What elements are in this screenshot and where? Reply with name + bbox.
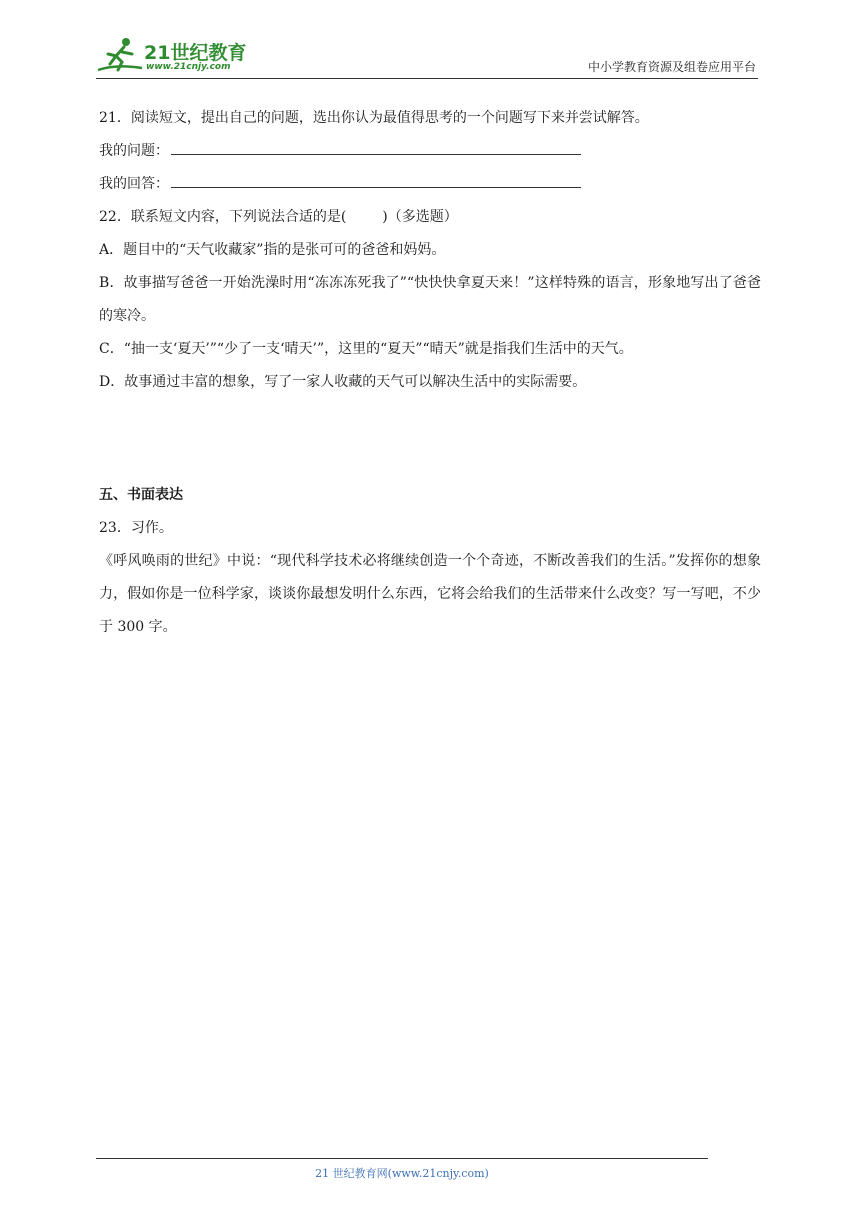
logo-text: 21世纪教育 — [144, 42, 247, 64]
site-logo — [96, 34, 266, 76]
footer-divider — [96, 1158, 708, 1159]
question-21-stem: 21．阅读短文，提出自己的问题，选出你认为最值得思考的一个问题写下来并尝试解答。 — [99, 110, 649, 126]
question-23-body: 《呼风唤雨的世纪》中说：“现代科学技术必将继续创造一个个奇迹，不断改善我们的生活。”发挥你的想象力，假如你是一位科学家，谈谈你最想发明什么东西，它将会给我们的生活带来什么改变？写一写吧，不少于 300 字。 — [99, 553, 761, 635]
my-question-blank[interactable] — [171, 140, 581, 155]
my-answer-row — [99, 168, 761, 201]
section-5-title: 五、书面表达 — [99, 487, 183, 503]
platform-label: 中小学教育资源及组卷应用平台 — [587, 60, 756, 74]
document-body — [99, 102, 761, 644]
option-c: C．“抽一支‘夏天’”“少了一支‘晴天’”，这里的“夏天”“晴天”就是指我们生活中的天气。 — [99, 341, 633, 357]
my-answer-blank[interactable] — [171, 173, 581, 188]
runner-logo-icon — [96, 34, 144, 76]
question-22-stem-before: 22．联系短文内容，下列说法合适的是( — [99, 209, 347, 225]
logo-url: www.21cnjy.com — [146, 62, 231, 72]
page-header — [96, 34, 758, 79]
option-d: D．故事通过丰富的想象，写了一家人收藏的天气可以解决生活中的实际需要。 — [99, 374, 587, 390]
question-23-stem: 23．习作。 — [99, 520, 173, 536]
page-footer: 21 世纪教育网(www.21cnjy.com) — [315, 1167, 489, 1180]
question-22-stem — [99, 201, 761, 234]
option-a: A．题目中的“天气收藏家”指的是张可可的爸爸和妈妈。 — [99, 242, 446, 258]
my-question-row — [99, 135, 761, 168]
option-b: B．故事描写爸爸一开始洗澡时用“冻冻冻死我了”“快快快拿夏天来！”这样特殊的语言，形象地写出了爸爸的寒冷。 — [99, 275, 761, 324]
my-answer-label: 我的回答： — [99, 176, 169, 192]
my-question-label: 我的问题： — [99, 143, 169, 159]
question-22-stem-after: )（多选题） — [382, 209, 458, 225]
